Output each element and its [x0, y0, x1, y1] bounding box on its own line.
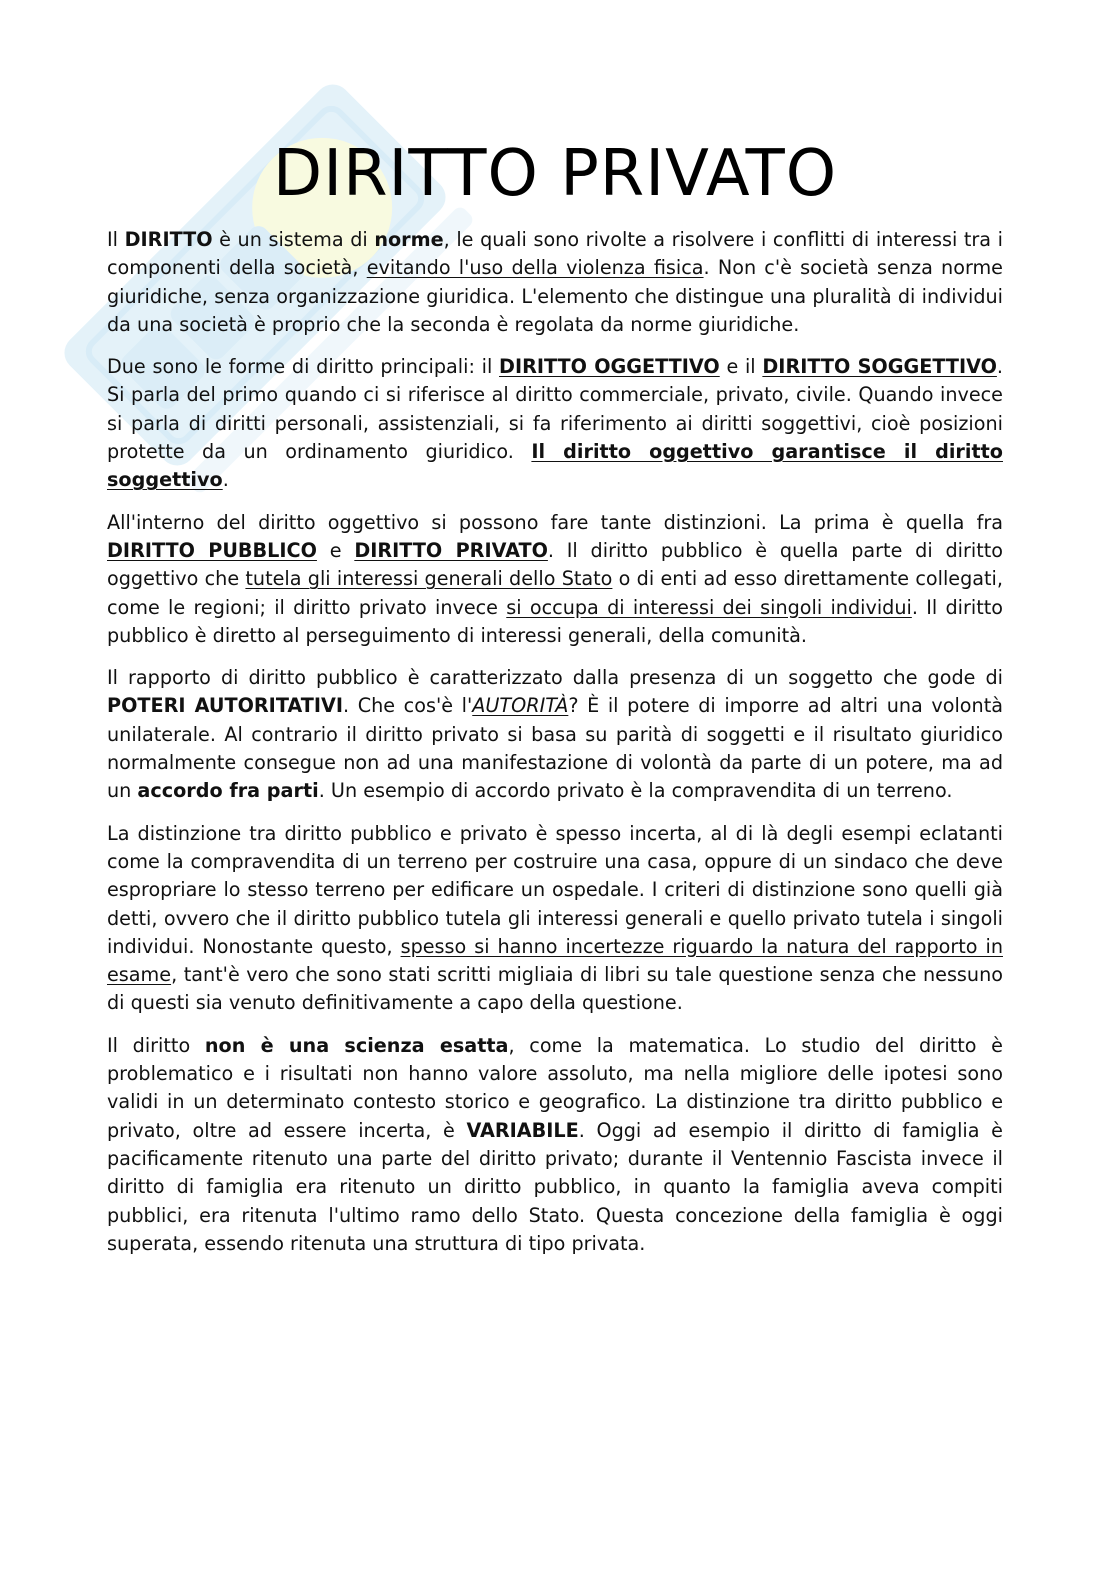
paragraph-2: Due sono le forme di diritto principali: il DIRITTO OGGETTIVO e il DIRITTO SOGGETTIVO. Si parla del primo quando ci si riferisce al diritto commerciale, privato, civile. Quando invece si parla di diritti personali, assistenziali, si fa riferimento ai diritti soggettivi, cioè posizioni protette da un ordinamento giuridico. Il diritto oggettivo garantisce il diritto soggettivo. [107, 355, 1004, 492]
paragraph-4: Il rapporto di diritto pubblico è caratterizzato dalla presenza di un soggetto che gode di POTERI AUTORITATIVI. Che cos'è l'AUTORITÀ? È il potere di imporre ad altri una volontà unilaterale. Al contrario il diritto privato si basa su parità di soggetti e il risultato giuridico normalmente consegue non ad una manifestazione di volontà da parte di un potere, ma ad un accordo fra parti. Un esempio di accordo privato è la compravendita di un terreno. [107, 666, 1003, 803]
term-poteri-autoritativi: POTERI AUTORITATIVI [107, 694, 343, 718]
paragraph-3: All'interno del diritto oggettivo si possono fare tante distinzioni. La prima è quella fra DIRITTO PUBBLICO e DIRITTO PRIVATO. Il diritto pubblico è quella parte di diritto oggettivo che tutela gli interessi generali dello Stato o di enti ad esso direttamente collegati, come le regioni; il diritto privato invece si occupa di interessi dei singoli individui. Il diritto pubblico è diretto al perseguimento di interessi generali, della comunità. [107, 510, 1003, 647]
term-diritto-privato: DIRITTO PRIVATO [354, 538, 548, 562]
term-norme: norme [374, 228, 444, 251]
term-variabile: VARIABILE [466, 1118, 579, 1142]
paragraph-6: Il diritto non è una scienza esatta, come la matematica. Lo studio del diritto è problematico e i risultati non hanno valore assoluto, ma nella migliore delle ipotesi sono validi in un determinato contesto storico e geografico. La distinzione tra diritto pubblico e privato, oltre ad essere incerta, è VARIABILE. Oggi ad esempio il diritto di famiglia è pacificamente ritenuto una parte del diritto privato; durante il Ventennio Fascista invece il diritto di famiglia era ritenuto un diritto pubblico, in quanto la famiglia aveva compiti pubblici, era ritenuta l'ultimo ramo dello Stato. Questa concezione della famiglia è oggi superata, essendo ritenuta una struttura di tipo privata. [107, 1033, 1003, 1255]
underlined-phrase: spesso si hanno incertezze riguardo la natura del rapporto in esame [107, 934, 1003, 987]
key-statement: Il diritto oggettivo garantisce il diritto soggettivo [107, 440, 1003, 492]
underlined-phrase: tutela gli interessi generali dello Stato [245, 567, 613, 591]
paragraph-5: La distinzione tra diritto pubblico e privato è spesso incerta, al di là degli esempi eclatanti come la compravendita di un terreno per costruire una casa, oppure di un sindaco che deve espropriare lo stesso terreno per edificare un ospedale. I criteri di distinzione sono quelli già detti, ovvero che il diritto pubblico tutela gli interessi generali e quello privato tutela i singoli individui. Nonostante questo, spesso si hanno incertezze riguardo la natura del rapporto in esame, tant'è vero che sono stati scritti migliaia di libri su tale questione senza che nessuno di questi sia venuto definitivamente a capo della questione. [107, 821, 1003, 1015]
term-diritto-oggettivo: DIRITTO OGGETTIVO [499, 355, 720, 379]
term-accordo: accordo fra parti [137, 779, 319, 803]
term-diritto-pubblico: DIRITTO PUBBLICO [107, 538, 317, 562]
page-title: DIRITTO PRIVATO [272, 137, 838, 211]
term-diritto-soggettivo: DIRITTO SOGGETTIVO [762, 355, 997, 379]
term-diritto: DIRITTO [124, 228, 213, 251]
underlined-phrase: evitando l'uso della violenza fisica [366, 256, 704, 280]
term-non-scienza-esatta: non è una scienza esatta [204, 1033, 509, 1057]
underlined-phrase: si occupa di interessi dei singoli individui [506, 595, 912, 619]
term-autorita: AUTORITÀ [472, 694, 569, 718]
document-page [107, 0, 1003, 1272]
paragraph-1: Il DIRITTO è un sistema di norme, le quali sono rivolte a risolvere i conflitti di interessi tra i componenti della società, evitando l'uso della violenza fisica. Non c'è società senza norme giuridiche, senza organizzazione giuridica. L'elemento che distingue una pluralità di individui da una società è proprio che la seconda è regolata da norme giuridiche. [107, 228, 1003, 336]
